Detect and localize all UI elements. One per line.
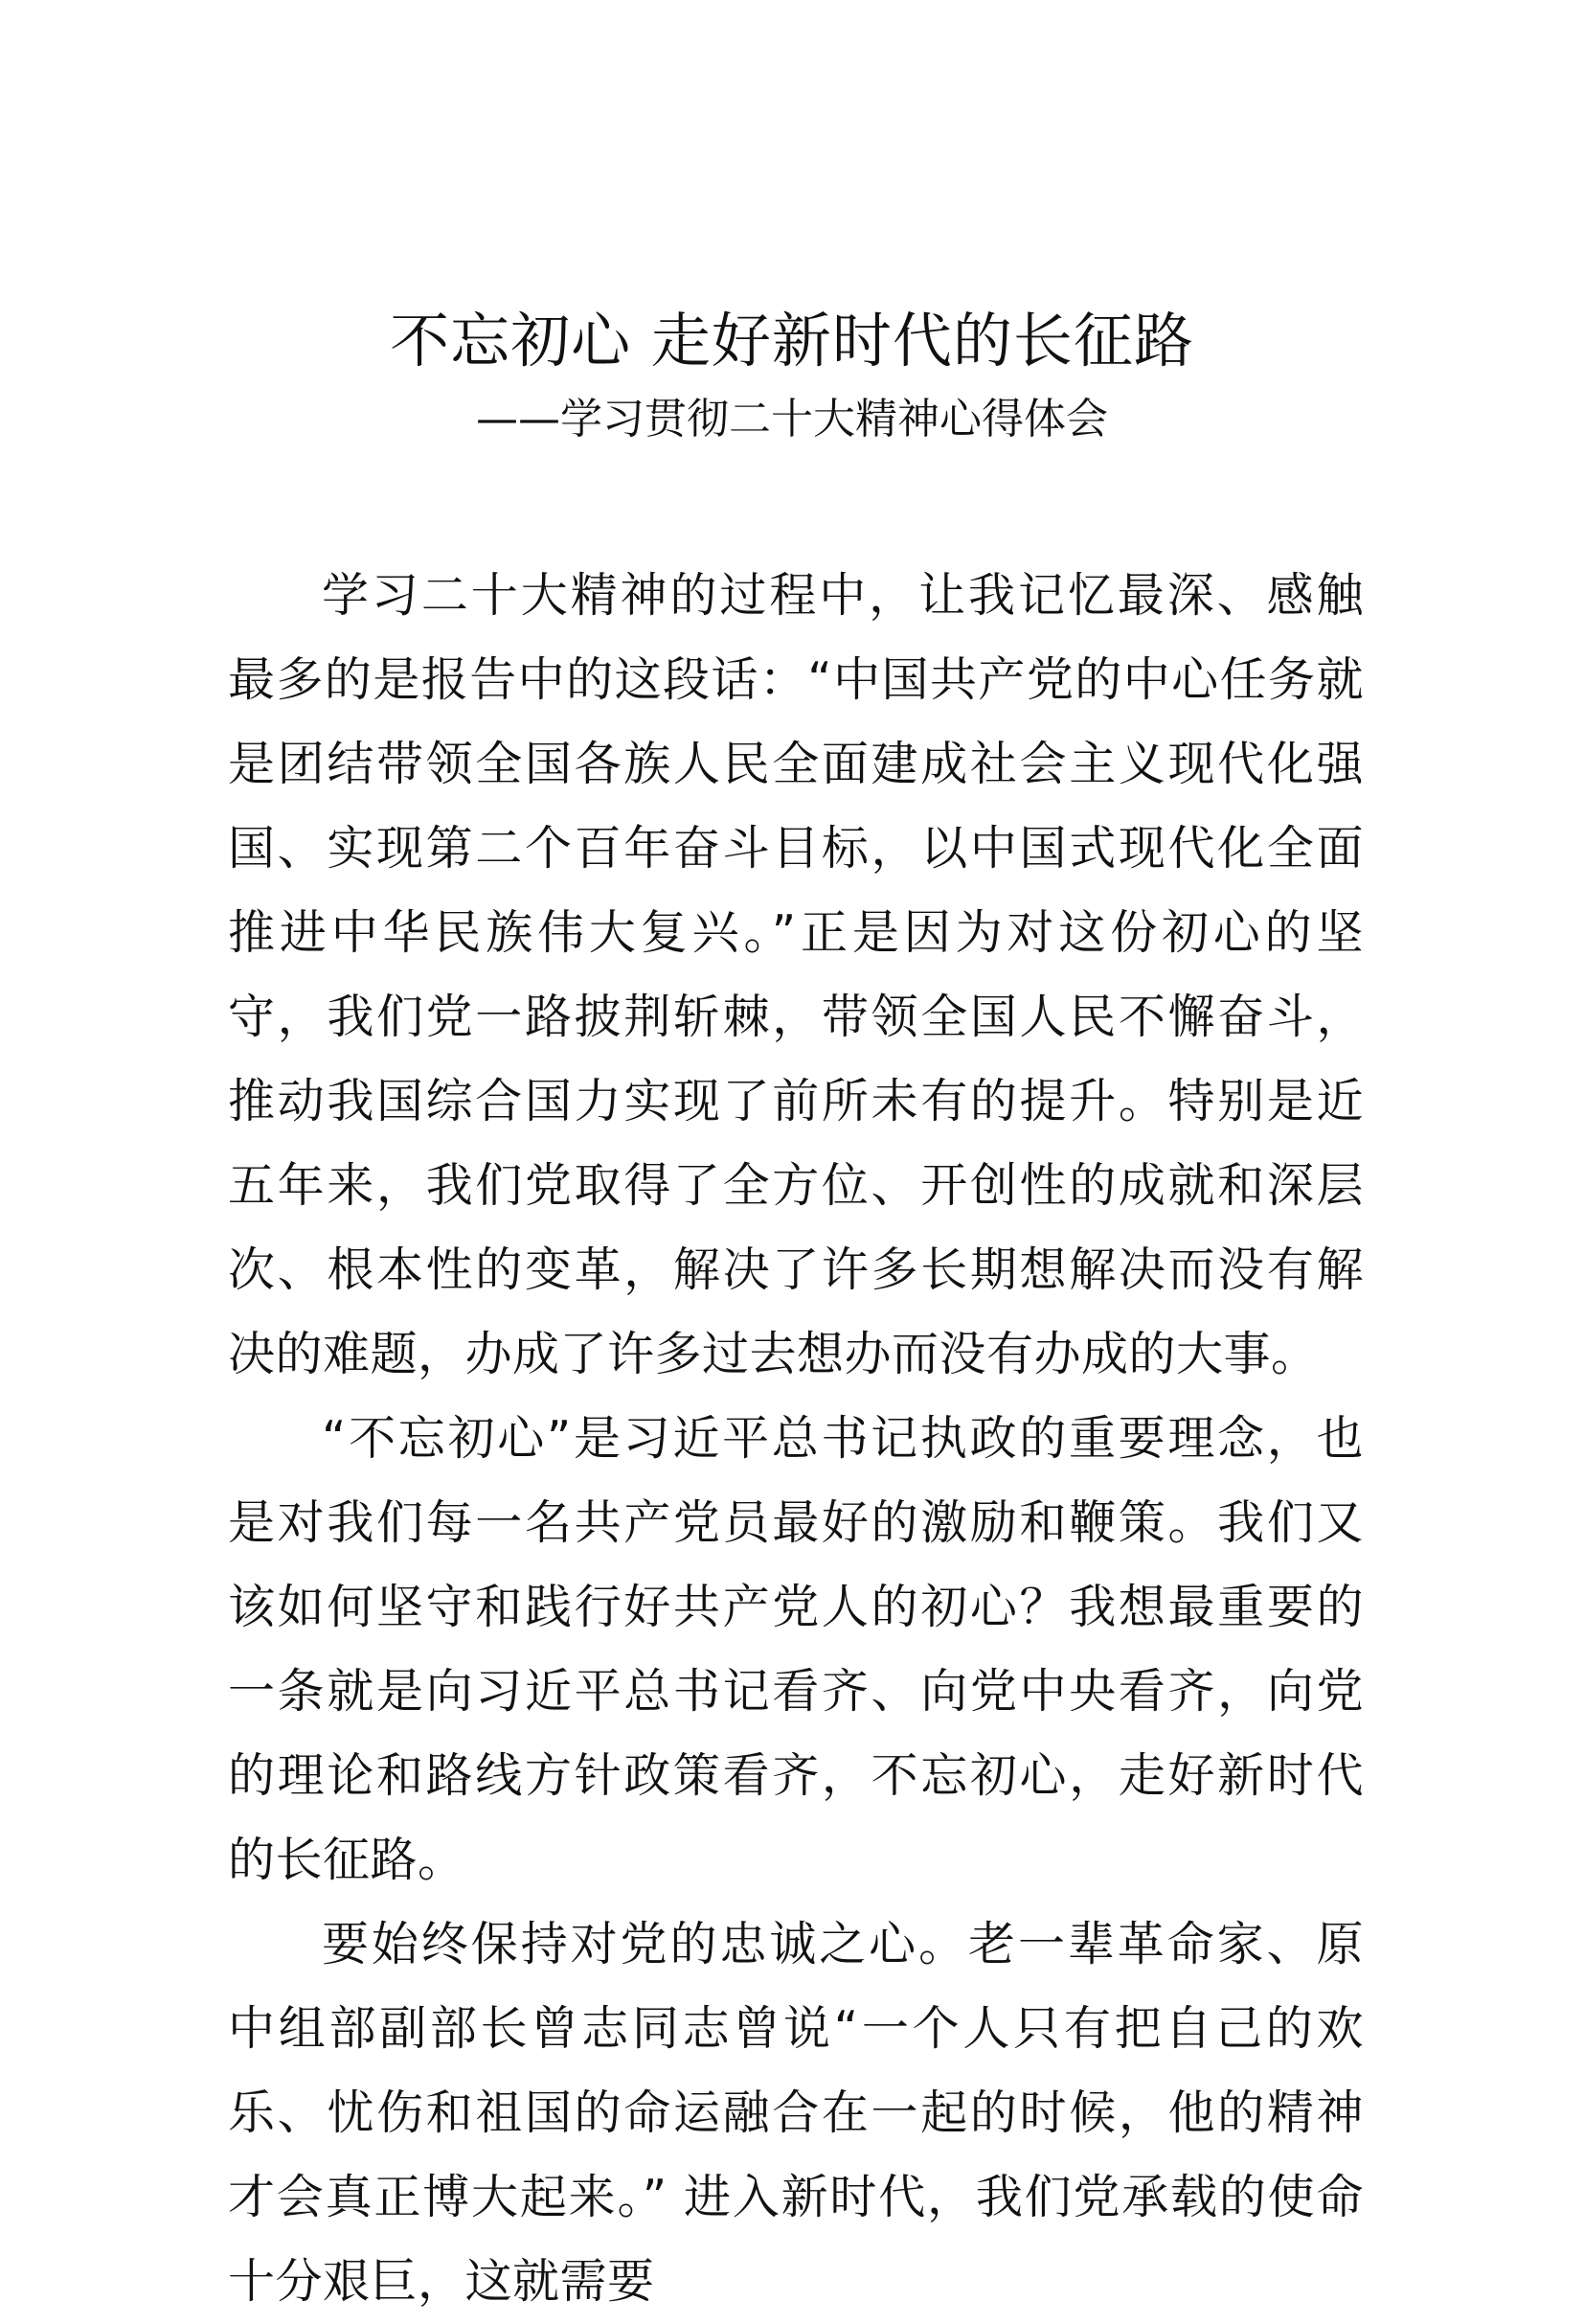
document-body — [228, 554, 1364, 2324]
document-title: 不忘初心 走好新时代的长征路 — [390, 306, 1194, 376]
document-subtitle: ——学习贯彻二十大精神心得体会 — [476, 395, 1108, 444]
paragraph-3: 要始终保持对党的忠诚之心。老一辈革命家、原中组部副部长曾志同志曾说“一个人只有把自己的欢乐、忧伤和祖国的命运融合在一起的时候，他的精神才会真正博大起来。” 进入新时代，我们党承载的使命十分艰巨，这就需要 — [228, 1917, 1364, 2309]
paragraph-2: “不忘初心”是习近平总书记执政的重要理念，也是对我们每一名共产党员最好的激励和鞭策。我们又该如何坚守和践行好共产党人的初心？我想最重要的一条就是向习近平总书记看齐、向党中央看齐，向党的理论和路线方针政策看齐，不忘初心，走好新时代的长征路。 — [228, 1411, 1364, 1887]
paragraph-1: 学习二十大精神的过程中，让我记忆最深、感触最多的是报告中的这段话：“中国共产党的中心任务就是团结带领全国各族人民全面建成社会主义现代化强国、实现第二个百年奋斗目标，以中国式现代化全面推进中华民族伟大复兴。”正是因为对这份初心的坚守，我们党一路披荆斩棘，带领全国人民不懈奋斗，推动我国综合国力实现了前所未有的提升。特别是近五年来，我们党取得了全方位、开创性的成就和深层次、根本性的变革，解决了许多长期想解决而没有解决的难题，办成了许多过去想办而没有办成的大事。 — [228, 568, 1364, 1381]
